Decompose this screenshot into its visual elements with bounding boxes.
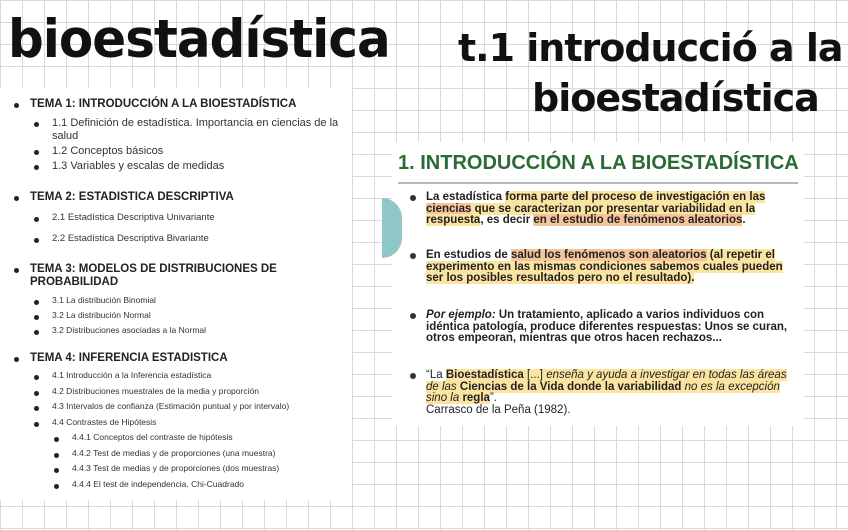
topic-item: 4.3 Intervalos de confianza (Estimación puntual y por intervalo): [34, 401, 350, 412]
topic-item: 2.1 Estadística Descriptiva Univariante: [34, 212, 350, 224]
text: .: [742, 214, 746, 226]
topic-item: 4.4 Contrastes de Hipótesis: [34, 417, 350, 428]
topic-items: [14, 295, 350, 336]
topic-title: TEMA 1: INTRODUCCIÓN A LA BIOESTADÍSTICA: [14, 98, 350, 111]
section-title-line-2: bioestadística: [532, 76, 819, 120]
highlight: salud los fenómenos son aleatorios: [511, 249, 707, 261]
highlight: Bioestadística: [445, 369, 524, 381]
topic-subitem: 4.4.2 Test de medias y de proporciones (una muestra): [54, 448, 350, 459]
topic-4: [14, 352, 350, 494]
slide-point-2: [410, 250, 802, 285]
topic-items: [14, 212, 350, 245]
syllabus-index-panel: [0, 88, 352, 500]
topic-3: [14, 263, 350, 340]
topic-subitem: 4.4.1 Conceptos del contraste de hipótesis: [54, 432, 350, 443]
text: “La: [426, 369, 446, 381]
topic-item: 1.1 Definición de estadística. Importancia en ciencias de la salud: [34, 117, 350, 143]
text: Un tratamiento, aplicado a varios individuos con idéntica patología, produce diferentes respuestas: Unos se curan, otros empeoran, mientras que otros hacen rechazos...: [426, 309, 788, 344]
topic-item: 2.2 Estadística Descriptiva Bivariante: [34, 233, 350, 245]
highlight: (al repetir el experimento en las mismas condiciones sabemos cuales pueden ser los posibles resultados pero no el resultado).: [426, 249, 783, 284]
topic-item: 1.3 Variables y escalas de medidas: [34, 160, 350, 173]
slide-heading: 1. INTRODUCCIÓN A LA BIOESTADÍSTICA: [398, 152, 799, 174]
topic-item: 4.1 Introducción a la Inferencia estadística: [34, 370, 350, 381]
highlight: en el estudio de fenómenos aleatorios: [533, 214, 743, 226]
topic-items: [14, 370, 350, 490]
topic-item: 3.1 La distribución Binomial: [34, 295, 350, 306]
text: , es decir: [480, 214, 534, 226]
topic-item: 3.2 Distribuciones asociadas a la Normal: [34, 325, 350, 336]
topic-title: TEMA 4: INFERENCIA ESTADISTICA: [14, 352, 350, 365]
intro-slide: [392, 142, 804, 426]
slide-point-3: [410, 310, 802, 345]
slide-decoration: [382, 198, 402, 258]
highlight: ciencias: [426, 202, 472, 215]
topic-title: TEMA 3: MODELOS DE DISTRIBUCIONES DE PROBABILIDAD: [14, 263, 350, 289]
topic-item: 1.2 Conceptos básicos: [34, 145, 350, 158]
highlight: [...]: [523, 369, 547, 381]
section-title-line-1: t.1 introducció a la: [458, 26, 843, 70]
highlight: Ciencias de la Vida donde la variabilidad: [459, 380, 682, 393]
main-title: bioestadística: [8, 8, 390, 70]
topic-subitem: 4.4.4 El test de independencia. Chi-Cuadrado: [54, 479, 350, 490]
topic-1: [14, 98, 350, 175]
topic-item: 4.2 Distribuciones muestrales de la media y proporción: [34, 386, 350, 397]
topic-subitem: 4.4.3 Test de medias y de proporciones (dos muestras): [54, 463, 350, 474]
text: La estadística: [426, 191, 506, 203]
text: ”.: [489, 392, 497, 404]
heading-divider: [398, 182, 798, 184]
highlight: regla: [462, 392, 490, 404]
citation: Carrasco de la Peña (1982).: [426, 403, 571, 416]
highlight: que se caracterizan por presentar variabilidad en la respuesta: [426, 202, 756, 226]
highlight: no es la excepción sino la: [426, 380, 780, 404]
slide-quote: [410, 370, 802, 416]
example-lead: Por ejemplo:: [426, 309, 496, 321]
topic-2: [14, 191, 350, 254]
highlight: forma parte del proceso de investigación en las: [505, 191, 766, 203]
topic-item: 3.2 La distribución Normal: [34, 310, 350, 321]
topic-items: [14, 117, 350, 173]
topic-title: TEMA 2: ESTADISTICA DESCRIPTIVA: [14, 191, 350, 204]
slide-point-1: [410, 192, 802, 227]
highlight: enseña y ayuda a investigar en todas las áreas de las: [426, 369, 787, 393]
text: En estudios de: [426, 249, 511, 261]
